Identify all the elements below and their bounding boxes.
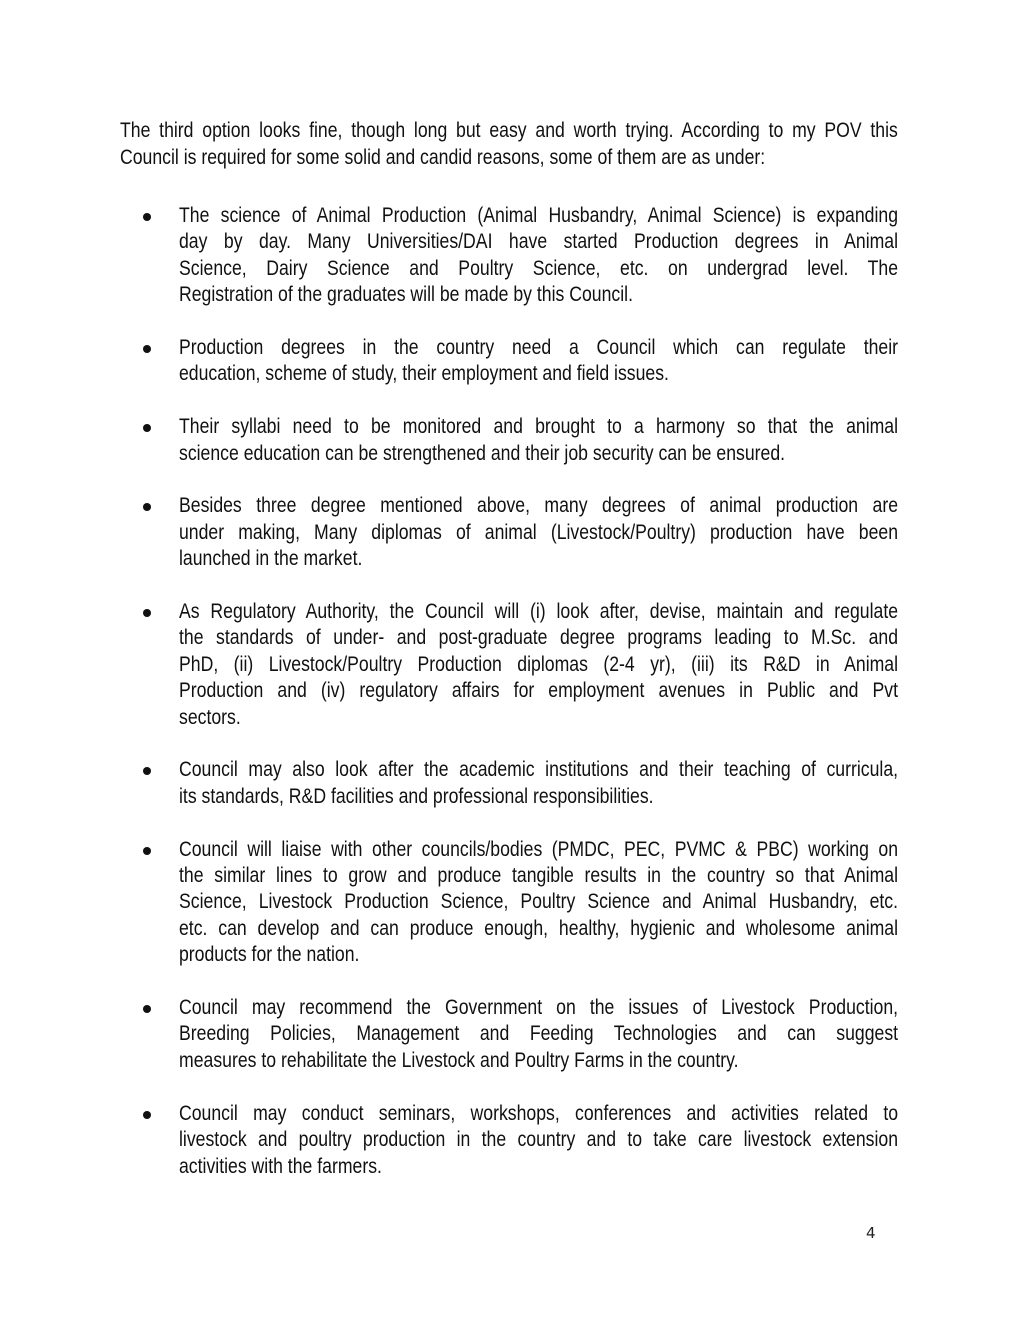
page-number: 4	[866, 1224, 876, 1242]
text-line: Science, Livestock Production Science, Poultry Science and Animal Husbandry, etc.	[179, 890, 899, 914]
list-item	[0, 414, 1018, 467]
list-item-text	[179, 203, 898, 309]
text-line: Council may recommend the Government on the issues of Livestock Production,	[179, 996, 899, 1020]
list-item	[0, 837, 1018, 969]
bullet-icon	[143, 503, 151, 511]
list-item	[0, 757, 1018, 810]
text-line: Council will liaise with other councils/bodies (PMDC, PEC, PVMC & PBC) working on	[179, 837, 899, 861]
bullet-icon	[143, 213, 151, 221]
bullet-icon	[143, 424, 151, 432]
list-item-text	[179, 837, 898, 969]
bullet-icon	[143, 1005, 151, 1013]
bullet-icon	[143, 609, 151, 617]
text-line: Council may conduct seminars, workshops, conferences and activities related to	[179, 1101, 899, 1125]
text-line: Registration of the graduates will be made by this Council.	[179, 283, 633, 307]
list-item	[0, 493, 1018, 572]
list-item-text	[179, 335, 898, 388]
text-line: etc. can develop and can produce enough, healthy, hygienic and wholesome animal	[179, 916, 899, 940]
list-item-text	[179, 1101, 898, 1180]
bullet-icon	[143, 767, 151, 775]
text-line: science education can be strengthened and their job security can be ensured.	[179, 441, 786, 465]
list-item-text	[179, 757, 898, 810]
text-line: launched in the market.	[179, 547, 363, 571]
text-line: its standards, R&D facilities and professional responsibilities.	[179, 784, 654, 808]
list-item-text	[179, 493, 898, 572]
text-line: Breeding Policies, Management and Feeding Technologies and can suggest	[179, 1022, 899, 1046]
list-item	[0, 599, 1018, 731]
text-line: Production and (iv) regulatory affairs for employment avenues in Public and Pvt	[179, 679, 899, 703]
text-line: Science, Dairy Science and Poultry Science, etc. on undergrad level. The	[179, 256, 899, 280]
text-line: day by day. Many Universities/DAI have started Production degrees in Animal	[179, 230, 899, 254]
text-line: products for the nation.	[179, 943, 360, 967]
intro-paragraph	[120, 117, 898, 171]
text-line: the similar lines to grow and produce tangible results in the country so that Animal	[179, 864, 899, 888]
list-item-text	[179, 995, 898, 1074]
list-item	[0, 1101, 1018, 1180]
list-item-text	[179, 414, 898, 467]
text-line: Council may also look after the academic institutions and their teaching of curricula,	[179, 758, 899, 782]
text-line: measures to rehabilitate the Livestock and Poultry Farms in the country.	[179, 1048, 739, 1072]
text-line: Besides three degree mentioned above, many degrees of animal production are	[179, 494, 899, 518]
text-line: education, scheme of study, their employment and field issues.	[179, 362, 669, 386]
bullet-icon	[143, 847, 151, 855]
text-line: As Regulatory Authority, the Council will (i) look after, devise, maintain and regulate	[179, 600, 899, 624]
list-item-text	[179, 599, 898, 731]
text-line: PhD, (ii) Livestock/Poultry Production diplomas (2-4 yr), (iii) its R&D in Animal	[179, 652, 899, 676]
text-line: under making, Many diplomas of animal (Livestock/Poultry) production have been	[179, 520, 899, 544]
text-line: the standards of under- and post-graduate degree programs leading to M.Sc. and	[179, 626, 899, 650]
text-line: Their syllabi need to be monitored and brought to a harmony so that the animal	[179, 415, 899, 439]
bullet-icon	[143, 1111, 151, 1119]
text-line: Council is required for some solid and candid reasons, some of them are as under:	[120, 146, 766, 169]
text-line: The third option looks fine, though long but easy and worth trying. According to my POV this	[120, 119, 898, 142]
text-line: The science of Animal Production (Animal Husbandry, Animal Science) is expanding	[179, 204, 899, 227]
list-item	[0, 203, 1018, 309]
text-line: activities with the farmers.	[179, 1154, 382, 1178]
text-line: Production degrees in the country need a Council which can regulate their	[179, 336, 899, 360]
bullet-list	[0, 203, 1018, 1206]
text-line: livestock and poultry production in the country and to take care livestock extension	[179, 1128, 899, 1152]
text-line: sectors.	[179, 705, 241, 729]
list-item	[0, 335, 1018, 388]
bullet-icon	[143, 345, 151, 353]
list-item	[0, 995, 1018, 1074]
